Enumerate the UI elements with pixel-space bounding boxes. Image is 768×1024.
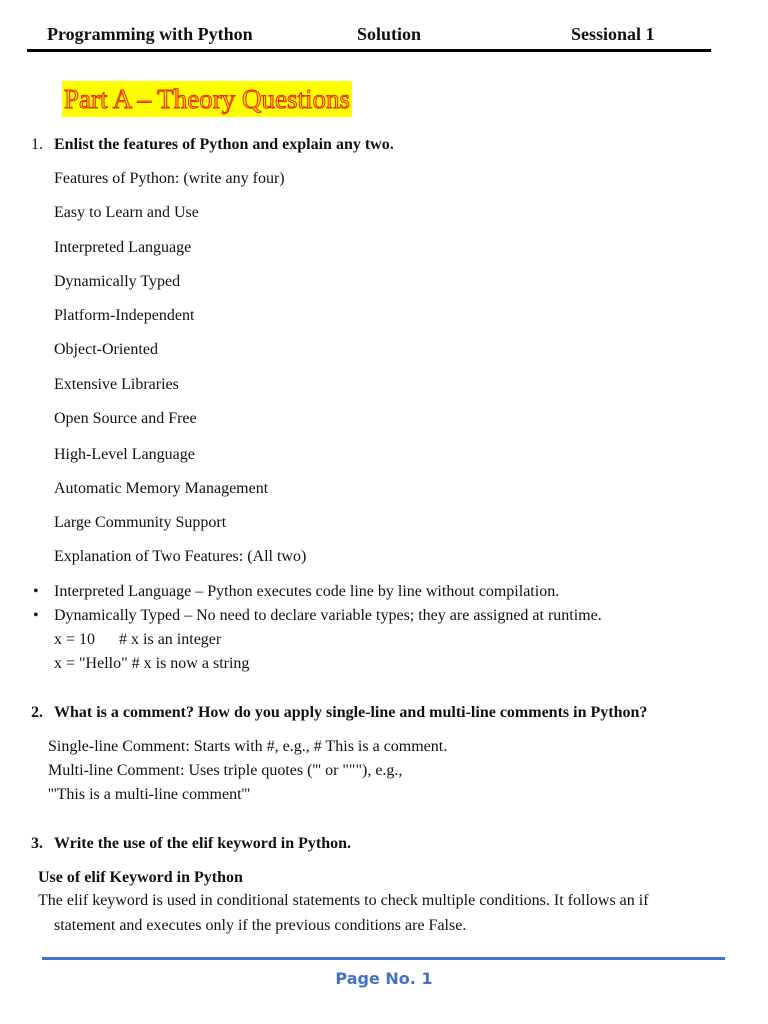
code-example-line: x = "Hello" # x is now a string — [54, 655, 250, 672]
comment-answer-line: Single-line Comment: Starts with #, e.g., # This is a comment. — [48, 738, 448, 755]
bullet-icon: • — [33, 607, 39, 624]
elif-answer-line: statement and executes only if the previous conditions are False. — [54, 917, 467, 934]
elif-subheading: Use of elif Keyword in Python — [38, 869, 243, 886]
question-3-number: 3. — [31, 835, 43, 852]
feature-item: Object-Oriented — [54, 341, 158, 358]
explanation-bullet: Dynamically Typed – No need to declare variable types; they are assigned at runtime. — [54, 607, 602, 624]
feature-item: Large Community Support — [54, 514, 227, 531]
header-session: Sessional 1 — [571, 24, 655, 44]
feature-item: High-Level Language — [54, 446, 195, 463]
code-example-line: x = 10 # x is an integer — [54, 631, 222, 648]
feature-item: Dynamically Typed — [54, 273, 181, 290]
question-2-number: 2. — [31, 704, 43, 721]
feature-item: Extensive Libraries — [54, 376, 179, 393]
elif-answer-line: The elif keyword is used in conditional statements to check multiple conditions. It follows an if — [38, 892, 649, 909]
features-heading: Features of Python: (write any four) — [54, 170, 285, 187]
feature-item: Easy to Learn and Use — [54, 204, 199, 221]
feature-item: Open Source and Free — [54, 410, 197, 427]
comment-answer-line: '''This is a multi-line comment''' — [48, 786, 251, 803]
header-doc-type: Solution — [357, 24, 422, 44]
feature-item: Interpreted Language — [54, 239, 192, 256]
explanation-heading: Explanation of Two Features: (All two) — [54, 548, 307, 565]
feature-item: Platform-Independent — [54, 307, 195, 324]
explanation-bullet: Interpreted Language – Python executes code line by line without compilation. — [54, 583, 560, 600]
question-1-text: Enlist the features of Python and explain any two. — [54, 136, 394, 153]
question-3-text: Write the use of the elif keyword in Python. — [54, 835, 352, 852]
page-number: Page No. 1 — [335, 969, 433, 988]
comment-answer-line: Multi-line Comment: Uses triple quotes (''' or """), e.g., — [48, 762, 403, 779]
footer-divider — [42, 957, 725, 960]
question-1-number: 1. — [31, 136, 43, 153]
header-divider — [27, 49, 711, 52]
bullet-icon: • — [33, 583, 39, 600]
section-title: Part A – Theory Questions — [62, 81, 352, 117]
question-2-text: What is a comment? How do you apply single-line and multi-line comments in Python? — [54, 704, 648, 721]
header-course-title: Programming with Python — [47, 24, 253, 44]
feature-item: Automatic Memory Management — [54, 480, 269, 497]
header-bar — [27, 24, 711, 50]
